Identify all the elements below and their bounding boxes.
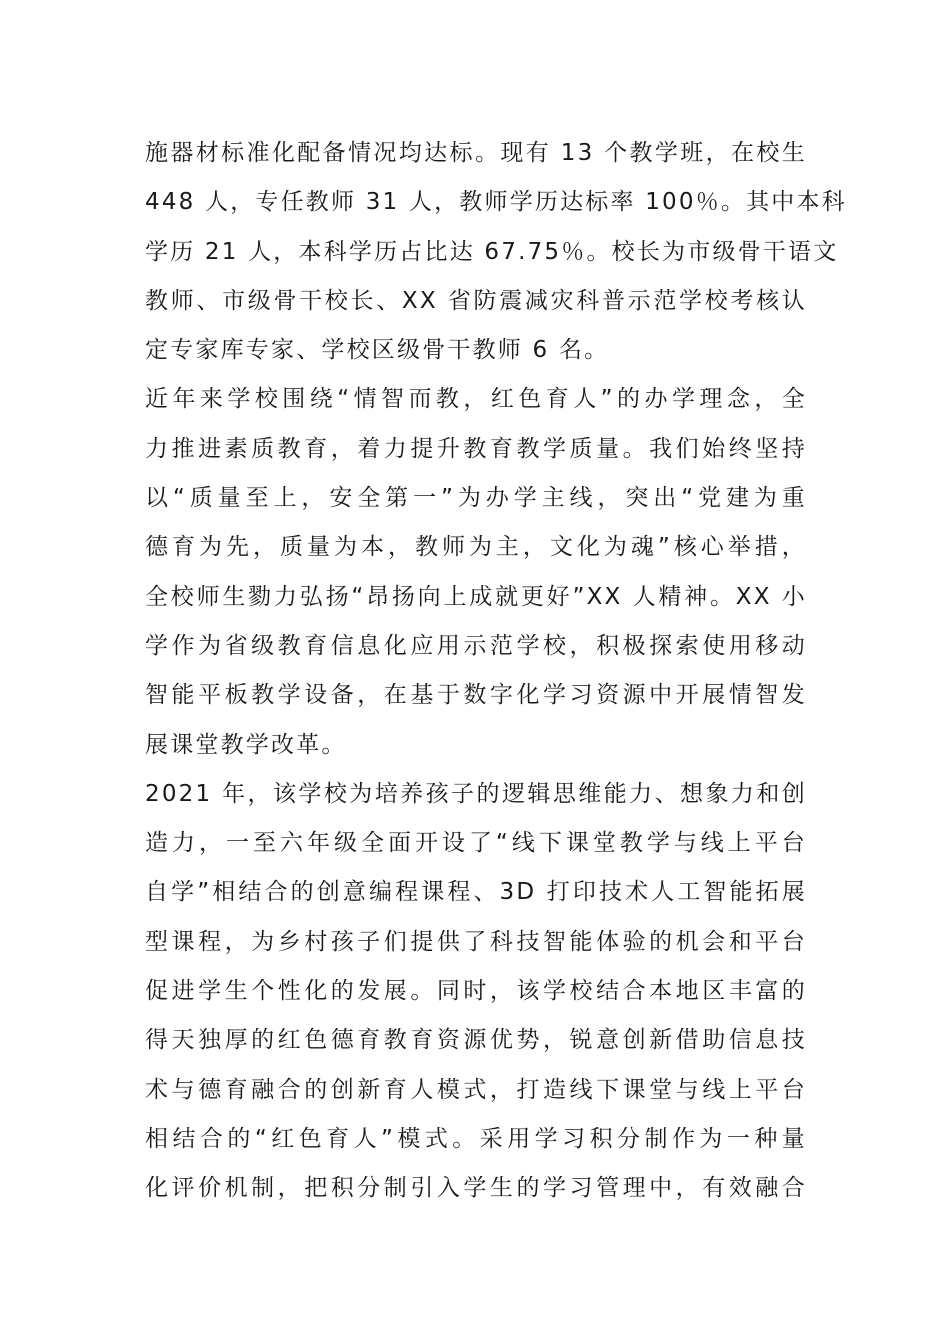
paragraph-3 <box>145 770 807 1214</box>
text-line: 造力，一至六年级全面开设了“线下课堂教学与线上平台 <box>145 830 807 857</box>
text-line: 448 人，专任教师 31 人，教师学历达标率 100％。其中本科 <box>145 189 847 216</box>
text-line: 近年来学校围绕“情智而教，红色育人”的办学理念，全 <box>145 386 807 413</box>
text-line: 学历 21 人，本科学历占比达 67.75％。校长为市级骨干语文 <box>145 238 839 265</box>
text-line: 相结合的“红色育人”模式。采用学习积分制作为一种量 <box>145 1125 807 1152</box>
paragraph-1 <box>145 129 847 375</box>
text-line: 学作为省级教育信息化应用示范学校，积极探索使用移动 <box>145 632 807 659</box>
text-line: 促进学生个性化的发展。同时，该学校结合本地区丰富的 <box>145 978 807 1005</box>
text-line: 智能平板教学设备，在基于数字化学习资源中开展情智发 <box>145 682 807 709</box>
text-line: 术与德育融合的创新育人模式，打造线下课堂与线上平台 <box>145 1076 807 1103</box>
text-line: 自学”相结合的创意编程课程、3D 打印技术人工智能拓展 <box>145 879 807 906</box>
text-line: 德育为先，质量为本，教师为主，文化为魂”核心举措， <box>145 534 807 561</box>
text-line: 施器材标准化配备情况均达标。现有 13 个教学班，在校生 <box>145 140 807 166</box>
text-line: 以“质量至上，安全第一”为办学主线，突出“党建为重 <box>145 485 807 512</box>
text-line: 全校师生勠力弘扬“昂扬向上成就更好”XX 人精神。XX 小 <box>145 583 807 610</box>
text-line: 展课堂教学改革。 <box>145 731 347 758</box>
text-line: 定专家库专家、学校区级骨干教师 6 名。 <box>145 337 610 364</box>
text-line: 教师、市级骨干校长、XX 省防震减灾科普示范学校考核认 <box>145 287 807 314</box>
text-line: 得天独厚的红色德育教育资源优势，锐意创新借助信息技 <box>145 1027 807 1054</box>
text-line: 型课程，为乡村孩子们提供了科技智能体验的机会和平台 <box>145 928 807 955</box>
document-body <box>145 129 847 1214</box>
paragraph-2 <box>145 375 807 769</box>
text-line: 力推进素质教育，着力提升教育教学质量。我们始终坚持 <box>145 435 807 462</box>
text-line: 2021 年，该学校为培养孩子的逻辑思维能力、想象力和创 <box>145 780 807 807</box>
text-line: 化评价机制，把积分制引入学生的学习管理中，有效融合 <box>145 1175 807 1202</box>
